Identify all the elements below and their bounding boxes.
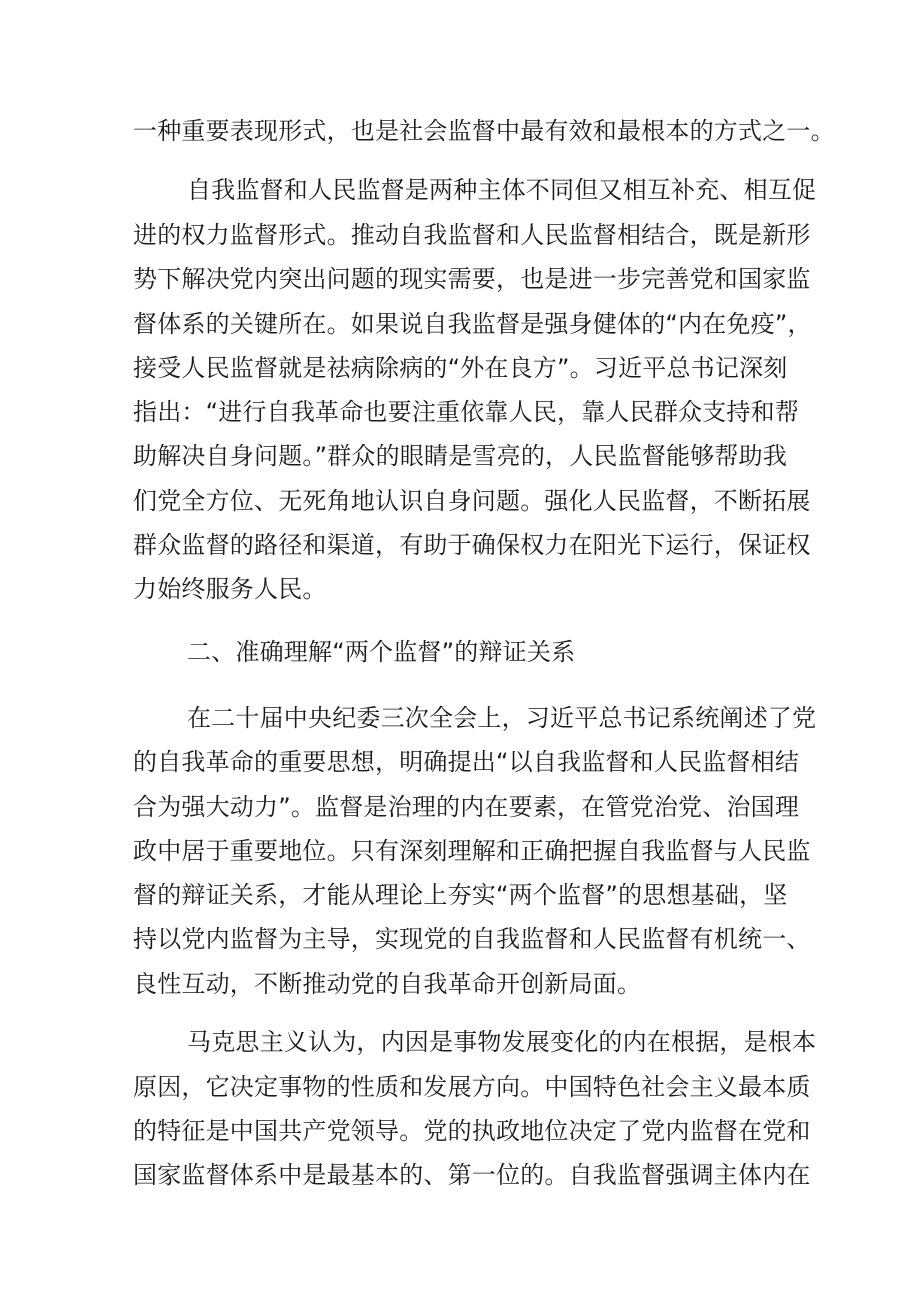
text-line: 群众监督的路径和渠道，有助于确保权力在阳光下运行，保证权 [133, 531, 811, 559]
text-line: 原因，它决定事物的性质和发展方向。中国特色社会主义最本质 [133, 1073, 811, 1101]
text-line: 指出：“进行自我革命也要注重依靠人民，靠人民群众支持和帮 [133, 398, 800, 426]
text-line: 的特征是中国共产党领导。党的执政地位决定了党内监督在党和 [133, 1117, 811, 1145]
section-heading: 二、准确理解“两个监督”的辩证关系 [187, 638, 576, 666]
text-line: 在二十届中央纪委三次全会上，习近平总书记系统阐述了党 [187, 704, 817, 732]
text-line: 马克思主义认为，内因是事物发展变化的内在根据，是根本 [187, 1028, 817, 1056]
text-line: 力始终服务人民。 [133, 575, 327, 603]
text-line: 助解决自身问题。”群众的眼睛是雪亮的，人民监督能够帮助我 [133, 442, 788, 470]
text-line: 进的权力监督形式。推动自我监督和人民监督相结合，既是新形 [133, 221, 811, 249]
text-line: 自我监督和人民监督是两种主体不同但又相互补充、相互促 [187, 176, 817, 204]
text-line: 国家监督体系中是最基本的、第一位的。自我监督强调主体内在 [133, 1161, 811, 1189]
text-line: 一种重要表现形式，也是社会监督中最有效和最根本的方式之一。 [133, 117, 835, 145]
text-line: 政中居于重要地位。只有深刻理解和正确把握自我监督与人民监 [133, 837, 811, 865]
text-line: 督体系的关键所在。如果说自我监督是强身健体的“内在免疫”， [133, 310, 812, 338]
text-line: 良性互动，不断推动党的自我革命开创新局面。 [133, 970, 642, 998]
text-line: 势下解决党内突出问题的现实需要，也是进一步完善党和国家监 [133, 265, 811, 293]
text-line: 的自我革命的重要思想，明确提出“以自我监督和人民监督相结 [133, 748, 800, 776]
text-line: 接受人民监督就是祛病除病的“外在良方”。习近平总书记深刻 [133, 354, 788, 382]
text-line: 督的辩证关系，才能从理论上夯实“两个监督”的思想基础，坚 [133, 881, 788, 909]
text-line: 们党全方位、无死角地认识自身问题。强化人民监督，不断拓展 [133, 487, 811, 515]
text-line: 合为强大动力”。监督是治理的内在要素，在管党治党、治国理 [133, 793, 800, 821]
text-line: 持以党内监督为主导，实现党的自我监督和人民监督有机统一、 [133, 925, 811, 953]
